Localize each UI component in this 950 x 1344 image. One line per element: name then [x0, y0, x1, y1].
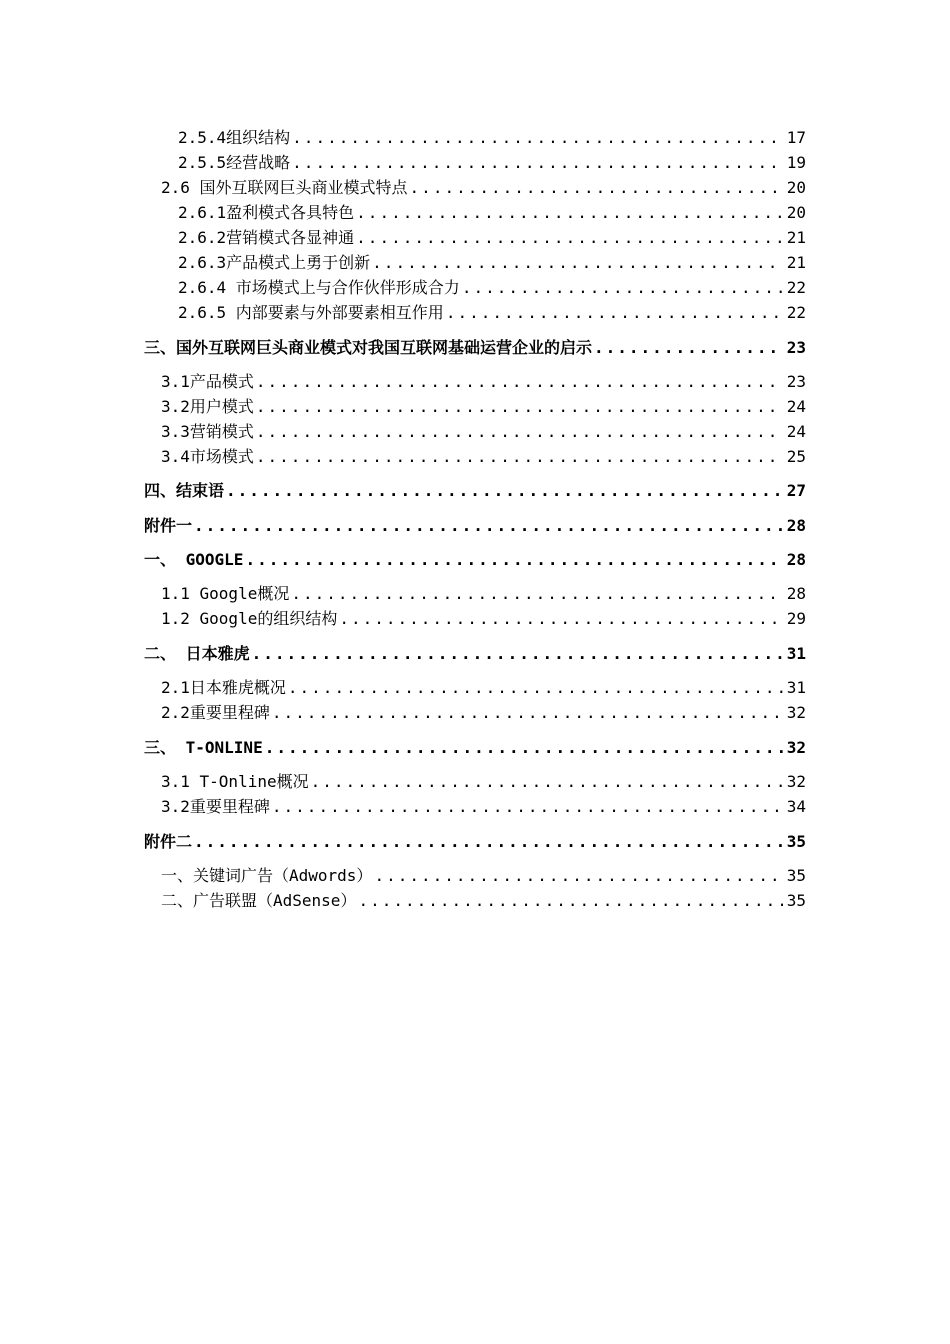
toc-entry[interactable] — [178, 276, 806, 300]
toc-leader-dots — [374, 864, 782, 888]
toc-entry-title: 3.4市场模式 — [161, 447, 254, 466]
toc-entry[interactable] — [161, 420, 806, 444]
toc-entry-page: 23 — [786, 372, 806, 391]
toc-entry-title: 2.6.3产品模式上勇于创新 — [178, 253, 371, 272]
toc-entry-page: 35 — [786, 891, 806, 910]
toc-entry-title: 2.6.5 内部要素与外部要素相互作用 — [178, 303, 444, 322]
toc-entry-title: 1.2 Google的组织结构 — [161, 609, 338, 628]
toc-entry[interactable] — [178, 226, 806, 250]
toc-leader-dots — [265, 736, 783, 760]
toc-entry-title: 三、 T-ONLINE — [144, 738, 263, 757]
toc-entry-title: 一、关键词广告（Adwords） — [161, 866, 373, 885]
toc-leader-dots — [594, 336, 783, 360]
toc-entry[interactable] — [161, 676, 806, 700]
toc-entry-page: 32 — [786, 772, 806, 791]
toc-leader-dots — [356, 201, 783, 225]
toc-entry-page: 21 — [786, 228, 806, 247]
toc-leader-dots — [288, 676, 783, 700]
toc-entry-page: 21 — [786, 253, 806, 272]
toc-entry[interactable] — [161, 770, 806, 794]
toc-entry-page: 24 — [786, 422, 806, 441]
toc-entry[interactable] — [178, 201, 806, 225]
toc-entry-page: 35 — [786, 866, 806, 885]
toc-entry-title: 2.5.4组织结构 — [178, 128, 291, 147]
toc-entry[interactable] — [161, 445, 806, 469]
toc-leader-dots — [339, 607, 782, 631]
toc-leader-dots — [226, 479, 783, 503]
toc-entry-page: 34 — [786, 797, 806, 816]
toc-entry[interactable] — [161, 370, 806, 394]
toc-leader-dots — [272, 701, 783, 725]
toc-leader-dots — [272, 795, 783, 819]
toc-leader-dots — [256, 420, 783, 444]
toc-entry[interactable] — [161, 889, 806, 913]
toc-leader-dots — [256, 445, 783, 469]
toc-entry-title: 二、广告联盟（AdSense） — [161, 891, 357, 910]
toc-leader-dots — [256, 395, 783, 419]
toc-entry-page: 27 — [786, 481, 806, 500]
toc-leader-dots — [356, 226, 783, 250]
toc-entry-title: 2.6.2营销模式各显神通 — [178, 228, 355, 247]
toc-leader-dots — [291, 582, 782, 606]
toc-entry-page: 28 — [786, 516, 806, 535]
toc-entry-page: 17 — [786, 128, 806, 147]
toc-entry[interactable] — [161, 582, 806, 606]
toc-leader-dots — [462, 276, 783, 300]
toc-entry-major[interactable] — [144, 642, 806, 666]
toc-entry-major[interactable] — [144, 548, 806, 572]
toc-entry-title: 附件一 — [144, 516, 193, 535]
toc-leader-dots — [311, 770, 783, 794]
toc-leader-dots — [256, 370, 783, 394]
toc-entry-page: 28 — [786, 550, 806, 569]
toc-entry[interactable] — [161, 607, 806, 631]
toc-entry[interactable] — [161, 395, 806, 419]
toc-entry[interactable] — [178, 251, 806, 275]
toc-entry[interactable] — [178, 151, 806, 175]
toc-entry-page: 25 — [786, 447, 806, 466]
toc-entry[interactable] — [178, 301, 806, 325]
toc-entry-title: 四、结束语 — [144, 481, 225, 500]
toc-entry-title: 2.6 国外互联网巨头商业模式特点 — [161, 178, 408, 197]
toc-entry-page: 35 — [786, 832, 806, 851]
toc-entry-title: 二、 日本雅虎 — [144, 644, 250, 663]
toc-leader-dots — [194, 830, 783, 854]
toc-entry-title: 2.5.5经营战略 — [178, 153, 291, 172]
toc-entry-page: 29 — [786, 609, 806, 628]
toc-entry-title: 3.3营销模式 — [161, 422, 254, 441]
toc-leader-dots — [446, 301, 783, 325]
toc-leader-dots — [358, 889, 782, 913]
toc-entry-page: 28 — [786, 584, 806, 603]
toc-leader-dots — [292, 151, 783, 175]
toc-leader-dots — [292, 126, 783, 150]
toc-entry-title: 2.6.4 市场模式上与合作伙伴形成合力 — [178, 278, 460, 297]
toc-entry-title: 2.2重要里程碑 — [161, 703, 270, 722]
toc-leader-dots — [410, 176, 783, 200]
toc-entry-title: 一、 GOOGLE — [144, 550, 244, 569]
toc-entry-major[interactable] — [144, 479, 806, 503]
toc-entry[interactable] — [161, 176, 806, 200]
toc-entry-title: 3.1产品模式 — [161, 372, 254, 391]
toc-entry-page: 20 — [786, 178, 806, 197]
toc-entry[interactable] — [178, 126, 806, 150]
toc-entry-page: 24 — [786, 397, 806, 416]
toc-entry-title: 3.2重要里程碑 — [161, 797, 270, 816]
toc-entry[interactable] — [161, 701, 806, 725]
toc-entry-page: 20 — [786, 203, 806, 222]
toc-entry[interactable] — [161, 795, 806, 819]
toc-leader-dots — [194, 514, 783, 538]
toc-entry-page: 31 — [786, 644, 806, 663]
toc-entry-page: 32 — [786, 738, 806, 757]
toc-entry-page: 32 — [786, 703, 806, 722]
toc-entry-major[interactable] — [144, 830, 806, 854]
toc-entry-page: 22 — [786, 303, 806, 322]
toc-entry[interactable] — [161, 864, 806, 888]
toc-entry-page: 22 — [786, 278, 806, 297]
toc-entry-major[interactable] — [144, 514, 806, 538]
toc-leader-dots — [372, 251, 783, 275]
toc-entry-title: 2.6.1盈利模式各具特色 — [178, 203, 355, 222]
toc-entry-major[interactable] — [144, 736, 806, 760]
toc-entry-page: 23 — [786, 338, 806, 357]
toc-entry-title: 2.1日本雅虎概况 — [161, 678, 286, 697]
toc-entry-title: 1.1 Google概况 — [161, 584, 290, 603]
toc-entry-page: 19 — [786, 153, 806, 172]
toc-leader-dots — [252, 642, 783, 666]
toc-entry-major[interactable] — [144, 336, 806, 360]
toc-leader-dots — [245, 548, 782, 572]
toc-entry-title: 3.2用户模式 — [161, 397, 254, 416]
toc-entry-title: 3.1 T-Online概况 — [161, 772, 309, 791]
toc-entry-page: 31 — [786, 678, 806, 697]
toc-entry-title: 三、国外互联网巨头商业模式对我国互联网基础运营企业的启示 — [144, 338, 593, 357]
toc-entry-title: 附件二 — [144, 832, 193, 851]
